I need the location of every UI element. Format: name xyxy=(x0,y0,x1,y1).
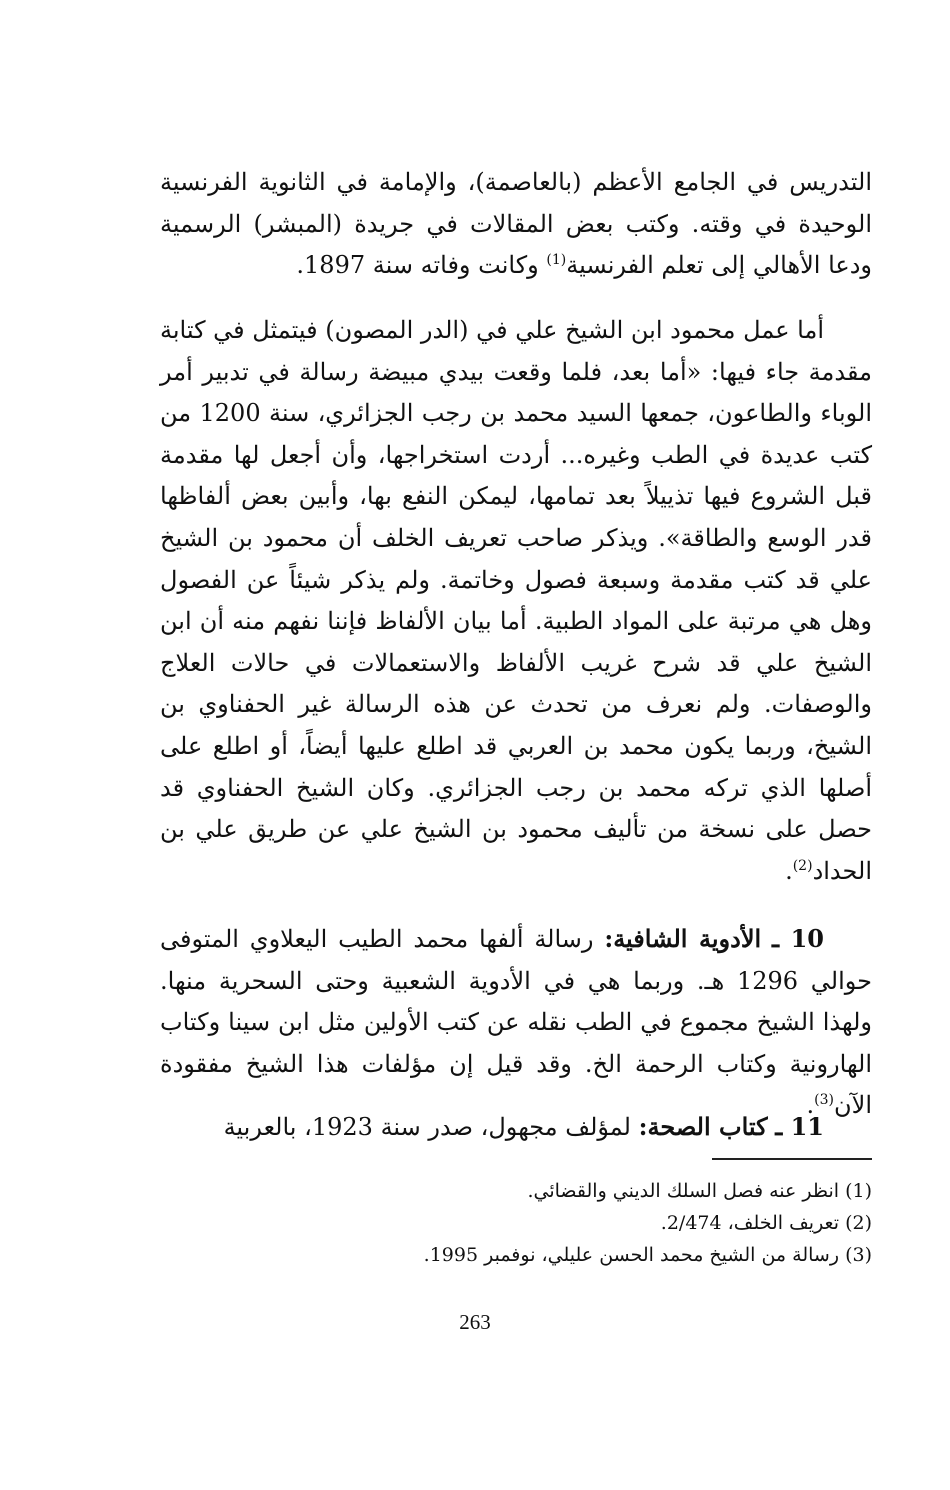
paragraph-4 xyxy=(160,1106,872,1149)
paragraph-3 xyxy=(160,918,872,1127)
paragraph-2 xyxy=(160,310,872,892)
paragraph-text: وكانت وفاته سنة 1897. xyxy=(296,251,547,280)
footnotes xyxy=(360,1175,872,1271)
page-number: 263 xyxy=(459,1310,491,1334)
paragraph-1 xyxy=(160,162,872,287)
footnote-text: تعريف الخلف، 2/474. xyxy=(660,1212,840,1234)
paragraph-text: . xyxy=(785,856,793,885)
footnote-number: (3) xyxy=(845,1244,872,1266)
footnote-text: رسالة من الشيخ محمد الحسن عليلي، نوفمبر 1995. xyxy=(423,1244,840,1266)
item-heading: الأدوية الشافية: xyxy=(604,924,762,953)
footnote xyxy=(360,1239,872,1271)
paragraph-text: التدريس في الجامع الأعظم (بالعاصمة)، والإمامة في الثانوية الفرنسية الوحيدة في وقته. وكتب بعض المقالات في جريدة (المبشر) الرسمية ودعا الأهالي إلى تعلم الفرنسية xyxy=(160,168,872,280)
paragraph-text: رسالة ألفها محمد الطيب اليعلاوي المتوفى حوالي 1296 هـ. وربما هي في الأدوية الشعبية وحتى السحرية منها. ولهذا الشيخ مجموع في الطب نقله عن كتب الأولين مثل ابن سينا وكتاب الهارونية وكتاب الرحمة الخ. وقد قيل إن مؤلفات هذا الشيخ مفقودة الآن xyxy=(160,925,872,1120)
item-heading: كتاب الصحة: xyxy=(638,1112,768,1141)
paragraph-text: لمؤلف مجهول، صدر سنة 1923، بالعربية xyxy=(223,1113,639,1141)
footnote-number: (1) xyxy=(845,1180,872,1202)
footnote-divider xyxy=(712,1158,872,1160)
paragraph-text: . xyxy=(806,1091,815,1120)
footnote xyxy=(360,1207,872,1239)
paragraph-text: أما عمل محمود ابن الشيخ علي في (الدر المصون) فيتمثل في كتابة مقدمة جاء فيها: «أما بعد، فلما وقعت بيدي مبيضة رسالة في تدبير أمر الوباء والطاعون، جمعها السيد محمد بن رجب الجزائري، سنة 1200 من كتب عديدة في الطب وغيره... أردت استخراجها، وأن أجعل لها مقدمة قبل الشروع فيها تذييلاً بعد تمامها، ليمكن النفع بها، وأبين بعض ألفاظها قدر الوسع والطاقة». ويذكر صاحب تعريف الخلف أن محمود بن الشيخ علي قد كتب مقدمة وسبعة فصول وخاتمة. ولم يذكر شيئاً عن الفصول وهل هي مرتبة على المواد الطبية. أما بيان الألفاظ فإننا نفهم منه أن ابن الشيخ علي قد شرح غريب الألفاظ والاستعمالات في حالات العلاج والوصفات. ولم نعرف من تحدث عن هذه الرسالة غير الحفناوي بن الشيخ، وربما يكون محمد بن العربي قد اطلع عليها أيضاً، أو اطلع على أصلها الذي تركه محمد بن رجب الجزائري. وكان الشيخ الحفناوي قد حصل على نسخة من تأليف محمود بن الشيخ علي عن طريق علي بن الحداد xyxy=(160,316,873,885)
footnote-ref: (1) xyxy=(546,252,567,269)
footnote xyxy=(360,1175,872,1207)
footnote-ref: (2) xyxy=(792,857,813,874)
item-number: 10 ـ xyxy=(772,924,824,953)
footnote-text: انظر عنه فصل السلك الديني والقضائي. xyxy=(527,1180,840,1202)
item-number: 11 ـ xyxy=(775,1112,824,1141)
footnote-number: (2) xyxy=(845,1212,872,1234)
footnote-ref: (3) xyxy=(814,1092,835,1109)
